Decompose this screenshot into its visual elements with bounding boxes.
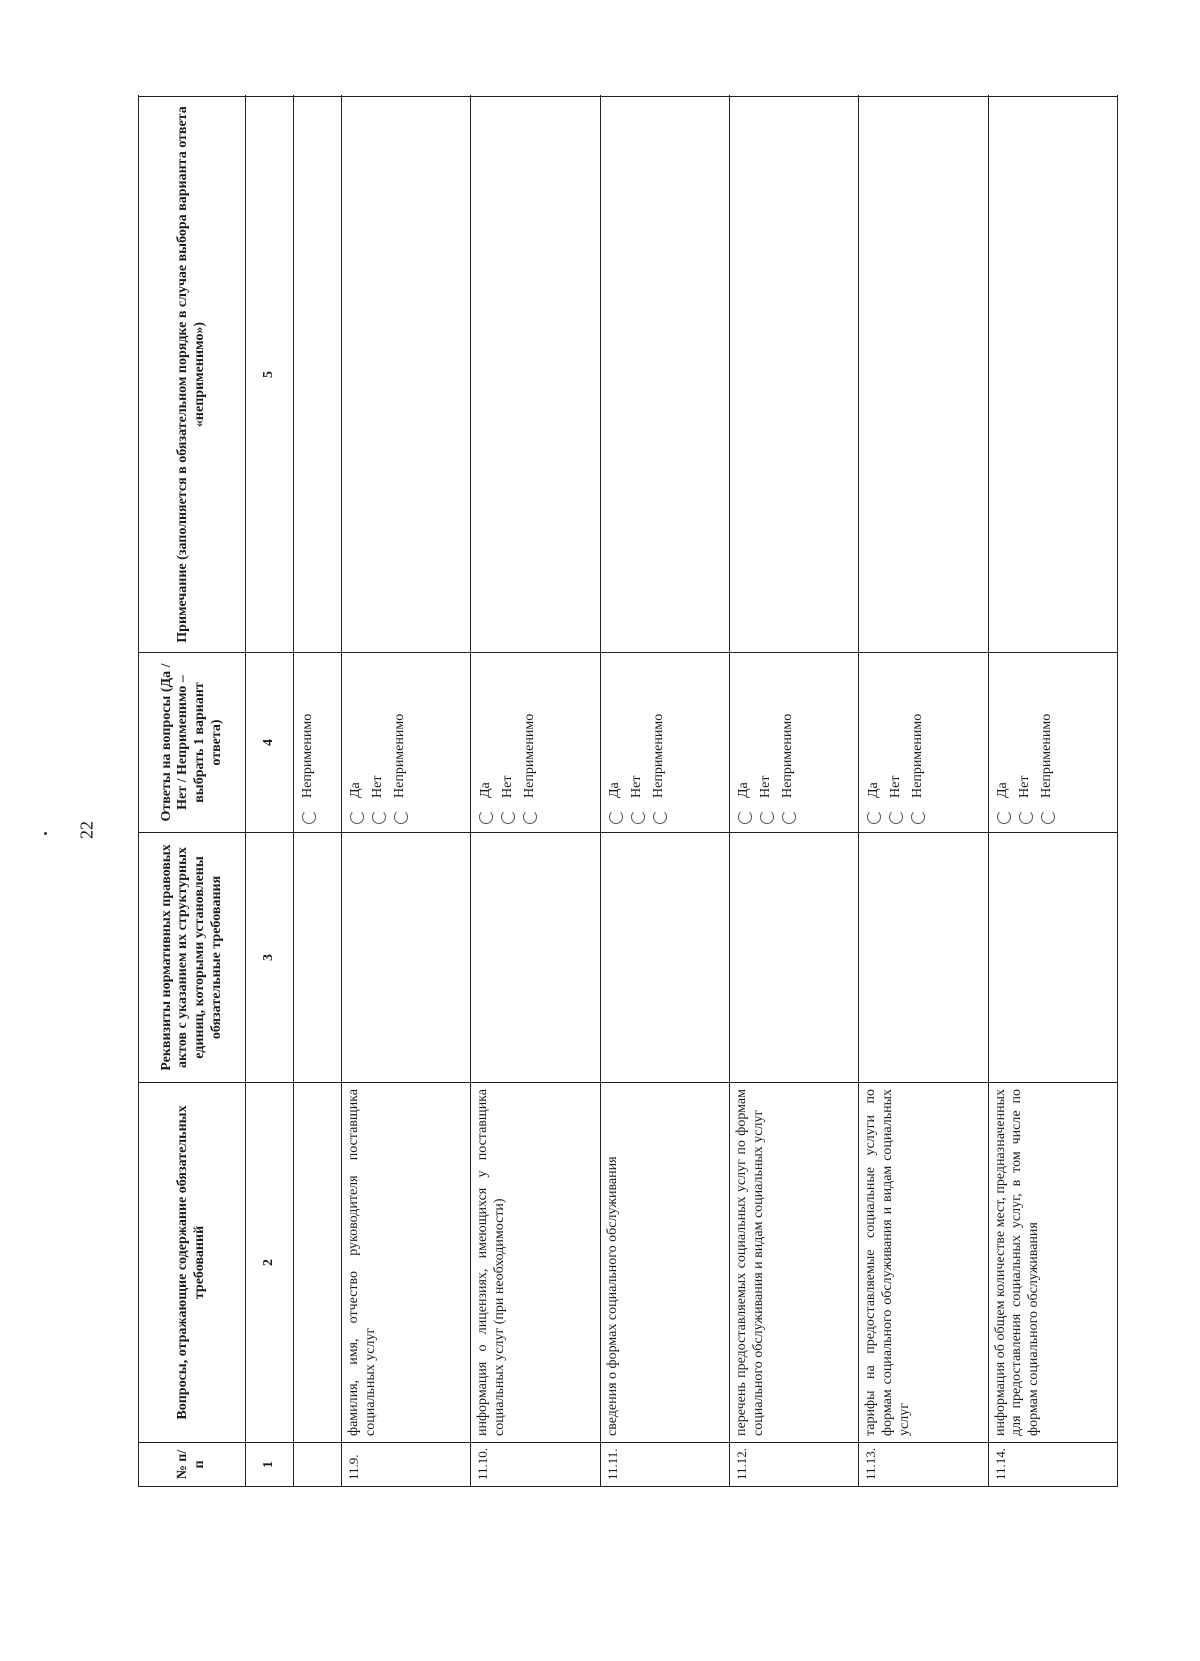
column-number-row: [246, 97, 293, 1487]
question-text: перечень предоставляемых социальных услуг по формам социального обслуживания и видам социальных услуг: [729, 1083, 858, 1443]
radio-icon[interactable]: [997, 810, 1011, 824]
empty-cell: [293, 97, 341, 653]
radio-icon[interactable]: [889, 810, 903, 824]
table-row: [341, 97, 470, 1487]
table-wrapper: [138, 97, 1118, 1487]
question-text: фамилия, имя, отчество руководителя поставщика социальных услуг: [341, 1083, 470, 1443]
option-label: Нет: [758, 775, 774, 798]
radio-icon[interactable]: [738, 810, 752, 824]
continuation-row: [293, 97, 341, 1487]
requirements-table: [138, 96, 1118, 1487]
note-cell[interactable]: [988, 97, 1117, 653]
header-col2: Вопросы, отражающие содержание обязательных требований: [139, 1083, 246, 1443]
radio-icon[interactable]: [479, 810, 493, 824]
option-label: Нет: [629, 775, 645, 798]
requisites-cell: [471, 833, 600, 1083]
radio-icon[interactable]: [1041, 810, 1055, 824]
table-row: [471, 97, 600, 1487]
option-label: Неприменимо: [300, 713, 316, 798]
header-col3: Реквизиты нормативных правовых актов с указанием их структурных единиц, которыми установлены обязательные требования: [139, 833, 246, 1083]
radio-icon[interactable]: [760, 810, 774, 824]
option-label: Нет: [887, 775, 903, 798]
answer-option[interactable]: [519, 659, 541, 826]
answer-option[interactable]: [885, 659, 907, 826]
page-number: 22: [76, 821, 97, 839]
rotated-table-container: [138, 97, 1118, 1487]
option-label: Да: [348, 782, 364, 798]
option-label: Да: [865, 782, 881, 798]
stray-mark: [44, 832, 47, 835]
answer-option[interactable]: [1015, 659, 1037, 826]
header-col5: Примечание (заполняется в обязательном порядке в случае выбора варианта ответа «неприменимо»): [139, 97, 246, 653]
table-row: [988, 97, 1117, 1487]
row-number: 11.10.: [471, 1443, 600, 1487]
answer-option[interactable]: [390, 659, 412, 826]
radio-icon[interactable]: [501, 810, 515, 824]
note-cell[interactable]: [859, 97, 988, 653]
requisites-cell: [600, 833, 729, 1083]
radio-icon[interactable]: [350, 810, 364, 824]
answer-options: [729, 653, 858, 833]
column-number: 5: [246, 97, 293, 653]
note-cell[interactable]: [600, 97, 729, 653]
option-label: Нет: [499, 775, 515, 798]
column-number: 3: [246, 833, 293, 1083]
radio-icon[interactable]: [782, 810, 796, 824]
radio-icon[interactable]: [631, 810, 645, 824]
option-label: Неприменимо: [909, 713, 925, 798]
column-number: 2: [246, 1083, 293, 1443]
option-label: Неприменимо: [651, 713, 667, 798]
answer-option[interactable]: [756, 659, 778, 826]
option-label: Нет: [370, 775, 386, 798]
radio-icon[interactable]: [911, 810, 925, 824]
empty-cell: [293, 833, 341, 1083]
option-label: Да: [736, 782, 752, 798]
answer-options: [471, 653, 600, 833]
requisites-cell: [341, 833, 470, 1083]
continuation-answer: [293, 653, 341, 833]
answer-option[interactable]: [993, 659, 1015, 826]
radio-icon[interactable]: [302, 810, 316, 824]
row-number: 11.12.: [729, 1443, 858, 1487]
option-label: Да: [607, 782, 623, 798]
column-number: 1: [246, 1443, 293, 1487]
radio-icon[interactable]: [867, 810, 881, 824]
option-inapplicable[interactable]: [298, 659, 320, 826]
answer-option[interactable]: [778, 659, 800, 826]
header-col4: Ответы на вопросы (Да / Нет / Неприменимо – выбрать 1 вариант ответа): [139, 653, 246, 833]
answer-option[interactable]: [734, 659, 756, 826]
answer-options: [600, 653, 729, 833]
question-text: тарифы на предоставляемые социальные услуги по формам социального обслуживания и видам социальных услуг: [859, 1083, 988, 1443]
answer-option[interactable]: [475, 659, 497, 826]
option-label: Неприменимо: [780, 713, 796, 798]
question-text: информация об общем количестве мест, предназначенных для предоставления социальных услуг, в том числе по формам социального обслуживания: [988, 1083, 1117, 1443]
answer-option[interactable]: [497, 659, 519, 826]
question-text: информация о лицензиях, имеющихся у поставщика социальных услуг (при необходимости): [471, 1083, 600, 1443]
radio-icon[interactable]: [523, 810, 537, 824]
answer-option[interactable]: [605, 659, 627, 826]
radio-icon[interactable]: [609, 810, 623, 824]
radio-icon[interactable]: [1019, 810, 1033, 824]
empty-cell: [293, 1083, 341, 1443]
note-cell[interactable]: [729, 97, 858, 653]
answer-option[interactable]: [368, 659, 390, 826]
option-label: Да: [995, 782, 1011, 798]
empty-cell: [293, 1443, 341, 1487]
requisites-cell: [859, 833, 988, 1083]
table-row: [729, 97, 858, 1487]
row-number: 11.13.: [859, 1443, 988, 1487]
option-label: Неприменимо: [1039, 713, 1055, 798]
column-number: 4: [246, 653, 293, 833]
radio-icon[interactable]: [394, 810, 408, 824]
option-label: Нет: [1017, 775, 1033, 798]
answer-options: [859, 653, 988, 833]
answer-option[interactable]: [863, 659, 885, 826]
table-row: [600, 97, 729, 1487]
question-text: сведения о формах социального обслуживания: [600, 1083, 729, 1443]
answer-option[interactable]: [649, 659, 671, 826]
option-label: Неприменимо: [521, 713, 537, 798]
answer-option[interactable]: [1037, 659, 1059, 826]
header-row: [139, 97, 246, 1487]
header-col1: № п/п: [139, 1443, 246, 1487]
row-number: 11.9.: [341, 1443, 470, 1487]
table-row: [859, 97, 988, 1487]
option-label: Да: [477, 782, 493, 798]
option-label: Неприменимо: [392, 713, 408, 798]
answer-options: [341, 653, 470, 833]
requisites-cell: [988, 833, 1117, 1083]
row-number: 11.14.: [988, 1443, 1117, 1487]
radio-icon[interactable]: [653, 810, 667, 824]
note-cell[interactable]: [341, 97, 470, 653]
answer-options: [988, 653, 1117, 833]
answer-option[interactable]: [346, 659, 368, 826]
row-number: 11.11.: [600, 1443, 729, 1487]
answer-option[interactable]: [627, 659, 649, 826]
radio-icon[interactable]: [372, 810, 386, 824]
note-cell[interactable]: [471, 97, 600, 653]
requisites-cell: [729, 833, 858, 1083]
answer-option[interactable]: [907, 659, 929, 826]
